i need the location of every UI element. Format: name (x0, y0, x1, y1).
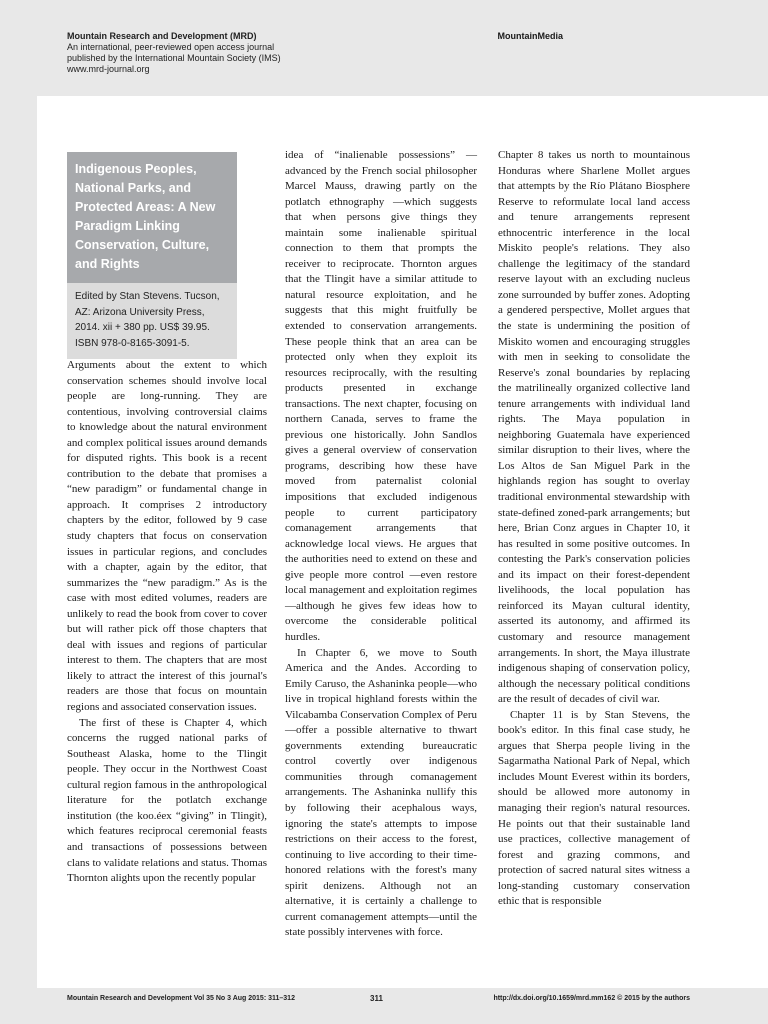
paragraph: The first of these is Chapter 4, which concerns the rugged national parks of Southeast Alaska, home to the Tlingit people. They occur in the Northwest Coast cultural region famous in the anthropological literature for the potlatch exchange institution (the koo.éex “giving” in Tlingit), which features reciprocal ceremonial feasts and transactions of possessions between clans to validate relations and status. Thomas Thornton alights upon the recently popular (67, 716, 267, 885)
journal-name: Mountain Research and Development (MRD) (67, 31, 257, 41)
paragraph: idea of “inalienable possessions” —advanced by the French social philosopher Marcel Mauss, drawing partly on the potlatch ethnography —which suggests that when persons give things they maintain some inalienable spiritual connection to them that prompts the receiver to reciprocate. Thornton argues that the Tlingit have a similar attitude to natural resource exploitation, and he suggests that this might fruitfully be extended to conservation arrangements. These people think that an area can be protected only when they exploit its resources reciprocally, with the resulting products presented in exchange transactions. The next chapter, focusing on northern Canada, serves to frame the previous one historically. John Sandlos gives a general overview of conservation programs, describing how these have moved from paternalist colonial impositions that excluded indigenous people to current participatory comanagement arrangements that acknowledge local views. He argues that the authorities need to extend on these and give people more control —even restore local management and exploitation regimes—although he gives few ideas how to overcome the considerable political hurdles. (285, 149, 477, 643)
book-title: Indigenous Peoples, National Parks, and Protected Areas: A New Paradigm Linking Conservation, Culture, and Rights (67, 152, 237, 283)
text-column-2 (285, 148, 477, 941)
journal-citation: Mountain Research and Development Vol 35 No 3 Aug 2015: 311–312 (67, 995, 295, 1002)
paragraph: In Chapter 6, we move to South America and the Andes. According to Emily Caruso, the Ashaninka people—who live in tropical highland forests within the Vilcabamba Conservation Complex of Peru—offer a possible alternative to thwart governments extending bureaucratic control covertly over indigenous communities through comanagement arrangements. The Ashaninka nullify this by following their acephalous ways, ignoring the state's attempts to impose restrictions on their access to the forest, continuing to live according to their time-honored relations with the forest's many spirit denizens. Although not an alternative, it is certainly a challenge to current comanagement attempts—until the state possibly intervenes with force. (285, 646, 477, 939)
text-column-1 (67, 358, 267, 887)
paragraph: Arguments about the extent to which conservation schemes should involve local people are long-running. They are contentious, involving controversial claims to knowledge about the natural environment and complex political issues around demands for disputed rights. This book is a recent contribution to the debate that promises a “new paradigm” or fundamental change in approach. It comprises 2 introductory chapters by the editor, followed by 9 case study chapters that focus on conservation issues in particular regions, and concludes with a chapter, again by the editor, that summarizes the “new paradigm.” As is the case with most edited volumes, readers are unlikely to read the book from cover to cover but will rather pick off those chapters that deal with issues and regions of particular interest to them. The chapters that are most likely to attract the interest of this journal's readers are those that focus on mountain regions and associated conservation issues. (67, 359, 267, 714)
article-page (37, 96, 768, 988)
paragraph: Chapter 8 takes us north to mountainous Honduras where Sharlene Mollet argues that attempts by the Río Plátano Biosphere Reserve to reformulate local land access and tenure arrangements represent ethnocentric interference in the local Miskito people's relations. They also challenge the legitimacy of the standard reserve layout with an excluding nucleus zone surrounded by buffer zones. Adopting a gendered perspective, Mollet argues that the state is undermining the position of Miskito women and encouraging struggles with men in seeking to consolidate the Reserve's zonal boundaries by replacing the matrilineally organized collective land tenure arrangements with individual land rights. The Maya population in neighboring Guatemala have experienced similar disruption to their lives, where the Los Altos de San Miguel Park in the highlands region has sought to overlay traditional environmental stewardship with state-defined zoned-park arrangements; but here, Brian Conz argues in Chapter 10, it has resulted in some positive outcomes. In contesting the Park's conservation policies and its impact on their forest-dependent livelihoods, the local population has reinforced its Mayan cultural identity, asserted its autonomy, and affirmed its customary and resource management arrangements. In short, the Maya illustrate indigenous shaping of conservation policy, although the necessary political conditions are the result of decades of civil war. (498, 149, 690, 706)
journal-info (67, 31, 281, 75)
journal-description-line-1: An international, peer-reviewed open access journal (67, 42, 275, 52)
journal-url[interactable]: www.mrd-journal.org (67, 64, 150, 74)
paragraph: Chapter 11 is by Stan Stevens, the book's editor. In this final case study, he argues that Sherpa people living in the Sagarmatha National Park of Nepal, which includes Mount Everest within its borders, should be allowed more autonomy in managing their region's natural resources. He points out that their sustainable land use practices, collective management of forest and grazing commons, and protection of sacred natural sites witness a long-standing customary conservation ethic that is responsible (498, 708, 690, 908)
journal-description-line-2: published by the International Mountain Society (IMS) (67, 53, 281, 63)
page-footer (0, 988, 768, 1024)
book-review-box (67, 152, 237, 359)
book-bibliographic-info: Edited by Stan Stevens. Tucson, AZ: Arizona University Press, 2014. xii + 380 pp. US$ 39.95. ISBN 978-0-8165-3091-5. (67, 283, 237, 359)
journal-header (0, 0, 768, 96)
page-number: 311 (370, 994, 383, 1003)
publisher-name: MountainMedia (497, 31, 563, 41)
text-column-3 (498, 148, 690, 910)
doi-copyright[interactable]: http://dx.doi.org/10.1659/mrd.mm162 © 2015 by the authors (493, 995, 690, 1002)
